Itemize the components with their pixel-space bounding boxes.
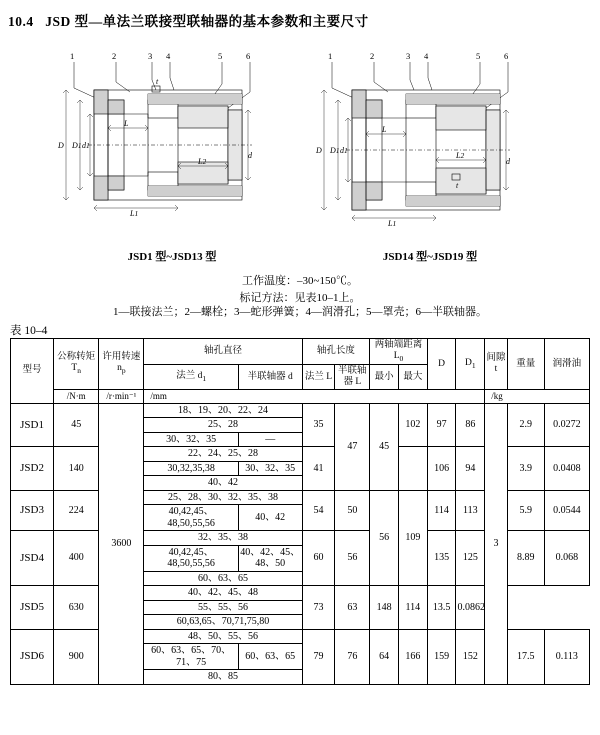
cell-model: JSD6 xyxy=(11,629,54,684)
cell-bore: 40、42 xyxy=(144,476,302,491)
cell-flange-L: 73 xyxy=(302,586,335,630)
svg-text:4: 4 xyxy=(424,51,429,61)
cell-weight: 13.5 xyxy=(427,586,456,630)
th-max: 最大 xyxy=(399,365,428,390)
cell-D1: 152 xyxy=(456,629,485,684)
svg-text:6: 6 xyxy=(504,51,509,61)
cell-max: 166 xyxy=(399,629,428,684)
cell-D: 159 xyxy=(427,629,456,684)
svg-text:L1: L1 xyxy=(130,209,139,218)
cell-flange-L: 60 xyxy=(302,531,335,586)
cell-flange-L: 79 xyxy=(302,629,335,684)
cell-half-L: 56 xyxy=(335,531,370,586)
cell-bore: 60,63,65、70,71,75,80 xyxy=(144,615,302,630)
table-row xyxy=(11,403,590,418)
svg-text:D: D xyxy=(316,146,322,155)
th-D: D xyxy=(427,339,456,390)
cell-D1: 94 xyxy=(456,447,485,491)
cell-bore: 60、63、65 xyxy=(144,571,302,586)
svg-text:t: t xyxy=(456,181,459,190)
svg-text:3: 3 xyxy=(406,51,411,61)
section-title: JSD 型—单法兰联接型联轴器的基本参数和主要尺寸 xyxy=(45,14,369,29)
parameters-table xyxy=(10,338,590,685)
note-marking: 标记方法：见表10–1上。 xyxy=(239,292,361,304)
cell-speed: 3600 xyxy=(99,403,144,684)
cell-bore-half: 30、32、35 xyxy=(238,461,302,476)
th-bore-len-group: 轴孔长度 xyxy=(302,339,370,365)
cell-bore-flange: 40,42,45、48,50,55,56 xyxy=(144,545,238,571)
cell-torque: 224 xyxy=(54,490,99,531)
cell-half-L: 50 xyxy=(335,490,370,531)
svg-text:D1: D1 xyxy=(72,141,82,150)
cell-lube: 0.0408 xyxy=(544,447,589,491)
cell-bore: 48、50、55、56 xyxy=(144,629,302,644)
cell-bore-half: — xyxy=(238,432,302,447)
cell-D: 114 xyxy=(427,490,456,531)
figure-area xyxy=(52,48,552,263)
svg-text:2: 2 xyxy=(112,51,117,61)
figure-jsd14-jsd19 xyxy=(310,48,550,238)
cell-bore-half: 60、63、65 xyxy=(238,644,302,670)
cell-lube: 0.0272 xyxy=(544,403,589,447)
cell-torque: 630 xyxy=(54,586,99,630)
cell-D1: 114 xyxy=(399,586,428,630)
cell-bore-flange: 30、32、35 xyxy=(144,432,238,447)
cell-bore: 55、55、56 xyxy=(144,600,302,615)
svg-text:2: 2 xyxy=(370,51,375,61)
cell-torque: 400 xyxy=(54,531,99,586)
th-flange-d1: 法兰 $d_1$ xyxy=(144,365,238,390)
cell-weight: 2.9 xyxy=(507,403,544,447)
svg-text:3: 3 xyxy=(148,51,153,61)
th-lube: 润滑油 xyxy=(544,339,589,390)
th-speed: 许用转速 $n_p$ xyxy=(99,339,144,390)
svg-text:d: d xyxy=(506,157,510,166)
cell-flange-L: 41 xyxy=(302,447,335,491)
th-half-coupling-d: 半联轴器 d xyxy=(238,365,302,390)
cell-lube: 0.068 xyxy=(544,531,589,586)
cell-weight: 17.5 xyxy=(507,629,544,684)
cell-bore-half: 40、42、45、48、50 xyxy=(240,546,301,570)
cell-lube: 0.0544 xyxy=(544,490,589,531)
unit-speed: /r·min⁻¹ xyxy=(99,390,144,403)
svg-text:L: L xyxy=(124,119,129,128)
cell-D: 106 xyxy=(427,447,456,491)
th-flange-L: 法兰 L xyxy=(302,365,335,390)
svg-text:L2: L2 xyxy=(456,151,465,160)
cell-weight: 3.9 xyxy=(507,447,544,491)
th-D1: $D_1$ xyxy=(456,339,485,390)
table-header-row-units xyxy=(11,390,590,403)
th-weight: 重量 xyxy=(507,339,544,390)
cell-D1: 113 xyxy=(456,490,485,531)
th-gap: 间隙 t xyxy=(485,339,508,390)
cell-bore: 25、28、30、32、35、38 xyxy=(144,490,302,505)
cell-model: JSD1 xyxy=(11,403,54,447)
cell-D1: 86 xyxy=(456,403,485,447)
svg-text:d1: d1 xyxy=(340,146,348,155)
cell-half-L: 76 xyxy=(335,629,370,684)
cell-model: JSD4 xyxy=(11,531,54,586)
svg-text:L: L xyxy=(382,125,387,134)
th-torque: 公称转矩 $T_n$ xyxy=(54,339,99,390)
cell-min: 56 xyxy=(370,490,399,586)
th-min: 最小 xyxy=(370,365,399,390)
cell-bore: 40、42、45、48 xyxy=(144,586,302,601)
cell-bore-flange: 40,42,45、48,50,55,56 xyxy=(144,505,238,531)
cell-bore-flange: 30,32,35,38 xyxy=(144,461,238,476)
cell-half-L: 63 xyxy=(335,586,370,630)
svg-text:1: 1 xyxy=(328,51,333,61)
cell-bore: 25、28 xyxy=(144,418,302,433)
svg-text:d: d xyxy=(248,151,252,160)
cell-D1: 125 xyxy=(456,531,485,586)
svg-text:D1: D1 xyxy=(330,146,340,155)
figure-jsd1-jsd13 xyxy=(52,48,292,238)
cell-D: 148 xyxy=(370,586,399,630)
unit-mm: /mm xyxy=(144,390,485,403)
cell-bore-flange: 60、63、65、70、71、75 xyxy=(144,644,238,670)
cell-max: 102 xyxy=(399,403,428,447)
th-bore-dia-group: 轴孔直径 xyxy=(144,339,302,365)
cell-bore: 22、24、25、28 xyxy=(144,447,302,462)
cell-bore: 18、19、20、22、24 xyxy=(144,403,302,418)
unit-torque: /N·m xyxy=(54,390,99,403)
th-half-coupling-L: 半联轴 器 L xyxy=(335,365,370,390)
cell-model: JSD3 xyxy=(11,490,54,531)
unit-kg: /kg xyxy=(485,390,590,403)
svg-text:5: 5 xyxy=(476,51,481,61)
cell-max xyxy=(399,447,428,491)
th-model: 型号 xyxy=(11,339,54,404)
note-temperature: 工作温度：–30~150℃。 xyxy=(242,275,358,287)
cell-min: 64 xyxy=(370,629,399,684)
cell-model: JSD5 xyxy=(11,586,54,630)
section-number: 10.4 xyxy=(8,14,34,29)
table-header-row-1 xyxy=(11,339,590,365)
cell-D: 135 xyxy=(427,531,456,586)
svg-text:d1: d1 xyxy=(82,141,90,150)
cell-torque: 900 xyxy=(54,629,99,684)
cell-weight: 5.9 xyxy=(507,490,544,531)
figure-caption-right: JSD14 型~JSD19 型 xyxy=(382,251,478,263)
cell-model: JSD2 xyxy=(11,447,54,491)
cell-torque: 140 xyxy=(54,447,99,491)
svg-text:L2: L2 xyxy=(198,157,207,166)
svg-text:4: 4 xyxy=(166,51,171,61)
svg-text:1: 1 xyxy=(70,51,75,61)
svg-text:L1: L1 xyxy=(388,219,397,228)
cell-bore: 32、35、38 xyxy=(144,531,302,546)
svg-text:t: t xyxy=(156,77,159,86)
cell-torque: 45 xyxy=(54,403,99,447)
table-label: 表 10–4 xyxy=(10,325,48,337)
cell-gap: 3 xyxy=(485,403,508,684)
note-legend: 1—联接法兰；2—螺栓；3—蛇形弹簧；4—润滑孔；5—罩壳；6—半联轴器。 xyxy=(113,306,487,318)
cell-lube: 0.0862 xyxy=(456,586,485,630)
cell-lube: 0.113 xyxy=(544,629,589,684)
th-shaft-gap-group: 两轴端距离$L_0$ xyxy=(370,339,427,365)
svg-text:D: D xyxy=(58,141,64,150)
svg-text:6: 6 xyxy=(246,51,251,61)
page-title xyxy=(8,10,369,30)
cell-bore-half: 40、42 xyxy=(238,505,302,531)
cell-flange-L: 35 xyxy=(302,403,335,447)
cell-min: 45 xyxy=(370,403,399,490)
svg-text:5: 5 xyxy=(218,51,223,61)
cell-max: 109 xyxy=(399,490,428,586)
figure-caption-left: JSD1 型~JSD13 型 xyxy=(127,251,217,263)
cell-flange-L: 54 xyxy=(302,490,335,531)
cell-D: 97 xyxy=(427,403,456,447)
cell-bore: 80、85 xyxy=(144,670,302,685)
cell-weight: 8.89 xyxy=(507,531,544,586)
cell-half-L: 47 xyxy=(335,403,370,490)
